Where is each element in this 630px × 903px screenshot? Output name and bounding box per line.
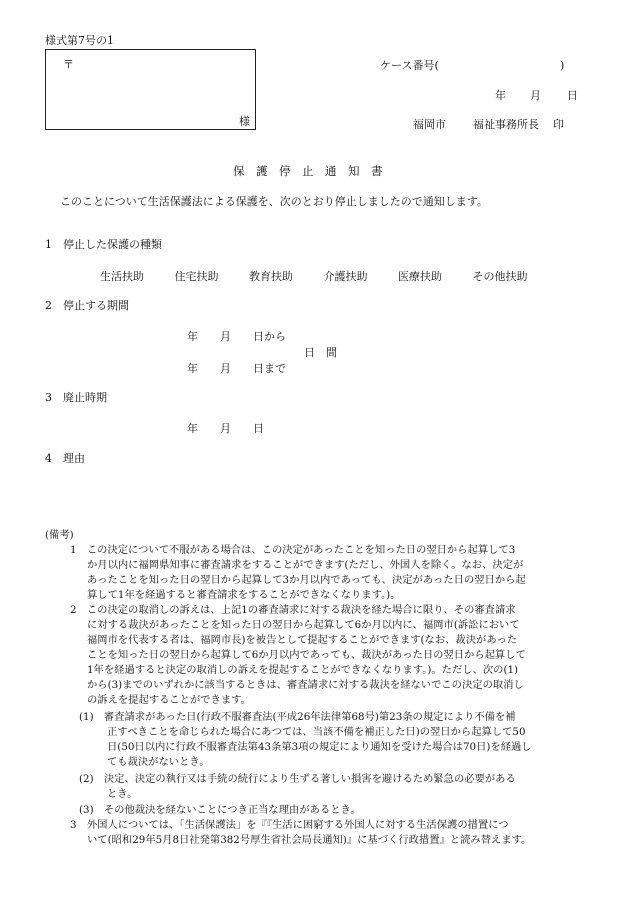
date-month: 月 (530, 89, 541, 102)
notes-heading: (備考) (45, 529, 74, 541)
note-line: に対する裁決があったことを知った日の翌日から起算して6か月以内に、福岡市(訴訟において (87, 619, 520, 631)
period-from: 年 月 日から (187, 330, 286, 343)
postal-mark: 〒 (63, 58, 74, 71)
note-line: とき。 (107, 788, 138, 800)
case-number-close: ) (560, 59, 565, 72)
section-3-label: 3 廃止時期 (45, 391, 107, 404)
note-line: (1) 審査請求があった日(行政不服審査法(平成26年法律第68号)第23条の規定により不備を補 (79, 711, 516, 723)
note-line: (2) 決定、決定の執行又は手続の続行により生ずる著しい損害を避けるため緊急の必要がある (79, 773, 516, 785)
seal: 印 (553, 118, 564, 131)
note-line: 福岡市を代表する者は、福岡市長)を被告として提起することができます(なお、裁決があった (87, 634, 518, 646)
note-line: (3) その他裁決を経ないことにつき正当な理由があるとき。 (79, 804, 361, 816)
assistance-type: 介護扶助 (323, 270, 368, 283)
section-1-label: 1 停止した保護の種類 (45, 238, 162, 251)
note-line: 1 この決定について不服がある場合は、この決定があったことを知った日の翌日から起算して3 (70, 544, 516, 556)
section-2-label: 2 停止する期間 (45, 299, 129, 312)
issuer-city: 福岡市 (413, 118, 446, 131)
note-line: いて(昭和29年5月8日社発第382号厚生省社会局長通知)』に基づく行政措置』と読み替えます。 (87, 834, 532, 846)
note-line: か月以内に福岡県知事に審査請求をすることができます(ただし、外国人を除く。なお、決定が (87, 559, 524, 571)
form-number: 様式第7号の1 (45, 34, 114, 47)
date-year: 年 (495, 89, 506, 102)
document-title: 保 護 停 止 通 知 書 (233, 164, 383, 178)
issuer-title: 福祉事務所長 (473, 118, 539, 131)
note-line: 3 外国人については、「生活保護法」を『『生活に困窮する外国人に対する生活保護の措置につ (70, 819, 509, 831)
assistance-type: 教育扶助 (249, 270, 293, 283)
period-days: 日 間 (304, 346, 337, 359)
note-line: あったことを知った日の翌日から起算して3か月以内であっても、決定があった日の翌日から起 (87, 574, 526, 586)
intro-text: このことについて生活保護法による保護を、次のとおり停止しましたので通知します。 (60, 195, 488, 208)
case-number-label: ケース番号( (380, 59, 439, 72)
assistance-type: その他扶助 (472, 270, 528, 283)
abolish-date: 年 月 日 (187, 422, 264, 435)
note-line: 算して1年を経過すると審査請求をすることができなくなります。)。 (87, 589, 401, 601)
note-line: 正すべきことを命じられた場合にあつては、当該不備を補正した日)の翌日から起算して50 (107, 726, 526, 738)
period-to: 年 月 日まで (187, 362, 286, 375)
assistance-types (100, 270, 555, 284)
note-line: ても裁決がないとき。 (107, 756, 210, 768)
note-line: の訴えを提起することができます。 (87, 694, 251, 706)
date-day: 日 (567, 89, 578, 102)
note-line: 2 この決定の取消しの訴えは、上記1の審査請求に対する裁決を経た場合に限り、その審査請求 (70, 604, 516, 616)
assistance-type: 医療扶助 (398, 270, 442, 283)
note-line: から(3)までのいずれかに該当するときは、審査請求に対する裁決を経ないでこの決定の取消し (87, 679, 524, 691)
address-box (45, 49, 256, 130)
section-4-label: 4 理由 (45, 452, 85, 465)
note-line: 日(50日以内に行政不服審査法第43条第3項の規定により通知を受けた場合は70日)を経過し (107, 741, 532, 753)
honorific: 様 (239, 115, 250, 128)
assistance-type: 住宅扶助 (174, 270, 219, 283)
note-line: ことを知った日の翌日から起算して6か月以内であっても、裁決があった日の翌日から起算して (87, 649, 526, 661)
note-line: 1年を経過すると決定の取消しの訴えを提起することができなくなります。)。ただし、次の(1) (87, 664, 519, 676)
assistance-type: 生活扶助 (100, 270, 144, 283)
